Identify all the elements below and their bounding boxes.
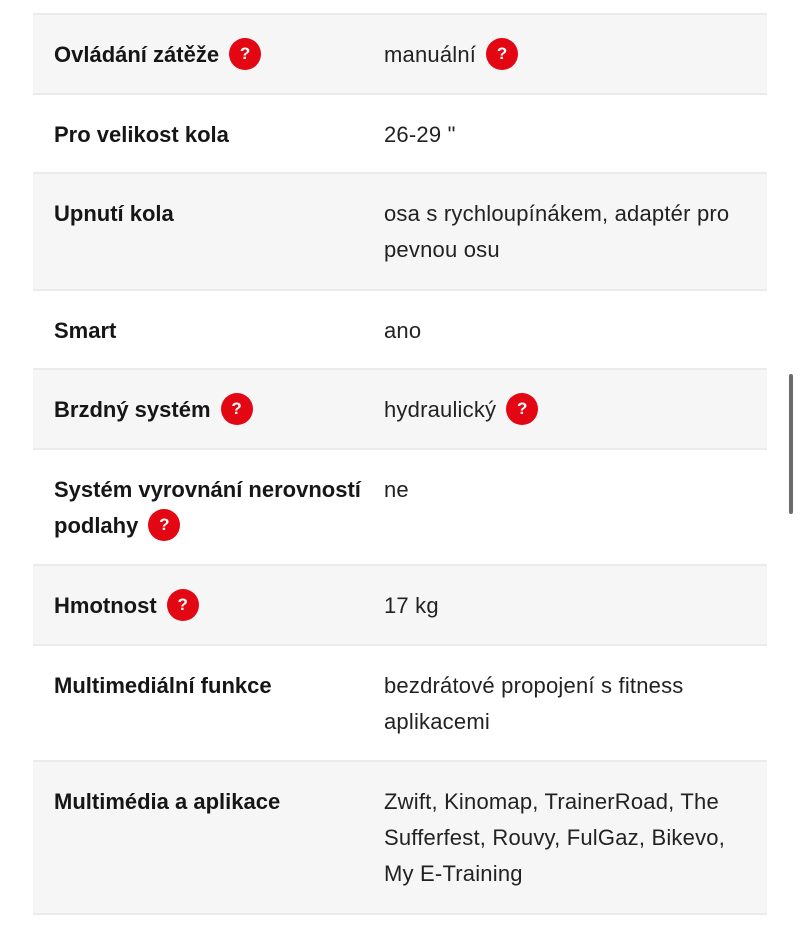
spec-value: manuální ?: [363, 15, 767, 93]
spec-value: 17 kg: [384, 593, 439, 618]
spec-label: Smart: [54, 318, 117, 343]
spec-value: Zwift, Kinomap, TrainerRoad, The Sufferfest, Rouvy, FulGaz, Bikevo, My E-Training: [384, 789, 726, 886]
spec-row-wheel-mounting: [33, 174, 767, 291]
help-icon[interactable]: ?: [486, 38, 518, 70]
help-icon[interactable]: ?: [167, 589, 199, 621]
spec-label: Multimediální funkce: [54, 673, 272, 698]
spec-value: bezdrátové propojení s fitness aplikacemi: [384, 673, 684, 734]
spec-row-wheel-size: [33, 95, 767, 174]
spec-label: Systém vyrovnání nerovností podlahy ?: [33, 450, 363, 564]
help-icon[interactable]: ?: [229, 38, 261, 70]
spec-row-smart: [33, 291, 767, 370]
spec-label: Ovládání zátěže ?: [33, 15, 363, 93]
spec-label: Hmotnost ?: [33, 566, 363, 644]
spec-row-weight: [33, 566, 767, 646]
spec-row-floor-leveling: [33, 450, 767, 566]
help-icon[interactable]: ?: [506, 393, 538, 425]
specification-table: [33, 13, 767, 915]
spec-label: Brzdný systém ?: [33, 370, 363, 448]
spec-value: ne: [384, 477, 409, 502]
spec-label: Upnutí kola: [54, 201, 174, 226]
spec-value: ano: [384, 318, 422, 343]
help-icon[interactable]: ?: [148, 509, 180, 541]
help-icon[interactable]: ?: [221, 393, 253, 425]
spec-row-multimedia-functions: [33, 646, 767, 762]
spec-value: hydraulický ?: [363, 370, 767, 448]
spec-row-multimedia-apps: [33, 762, 767, 915]
spec-label: Pro velikost kola: [54, 122, 229, 147]
scrollbar-thumb[interactable]: [789, 374, 793, 514]
spec-row-braking-system: [33, 370, 767, 450]
spec-value: osa s rychloupínákem, adaptér pro pevnou osu: [384, 201, 730, 262]
spec-row-load-control: [33, 15, 767, 95]
spec-value: 26-29 ": [384, 122, 456, 147]
spec-label: Multimédia a aplikace: [54, 789, 281, 814]
